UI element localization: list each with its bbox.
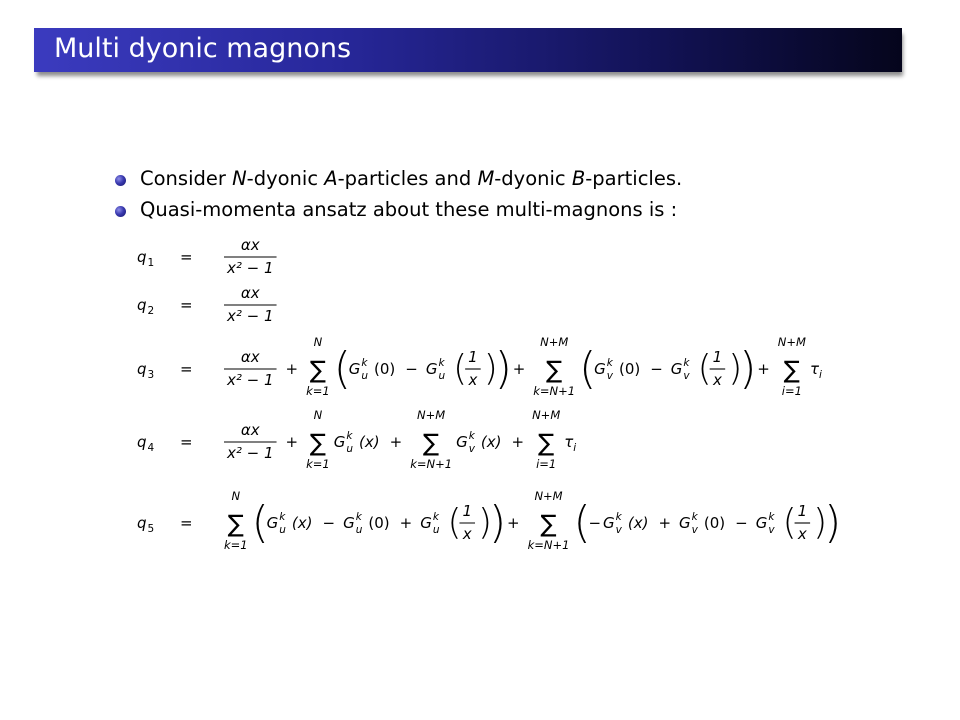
green-function-superscript: k xyxy=(346,430,353,442)
sum-upper-limit: N+M xyxy=(532,408,561,422)
green-function-superscript: k xyxy=(361,357,368,369)
small-left-paren: ( xyxy=(782,502,797,543)
bullet-text-part: -dyonic xyxy=(494,167,572,190)
green-function-argument: (x) xyxy=(627,514,649,532)
small-left-paren: ( xyxy=(697,348,712,389)
sum-lower-limit: k=N+1 xyxy=(533,384,576,398)
equation-lhs-symbol: q xyxy=(137,248,147,266)
green-function-symbol: G xyxy=(679,514,691,532)
green-function-superscript: k xyxy=(768,511,775,523)
green-function-superscript: k xyxy=(615,511,622,523)
green-function-superscript: k xyxy=(355,511,362,523)
tau-subscript: i xyxy=(818,369,822,381)
bullet-text-part: -dyonic xyxy=(246,167,325,190)
green-function-subscript: v xyxy=(683,370,690,382)
green-function-superscript: k xyxy=(279,511,286,523)
green-function-symbol: G xyxy=(594,360,606,378)
green-function-argument: (0) xyxy=(618,360,641,378)
sum-upper-limit: N xyxy=(231,489,241,503)
green-function-symbol: G xyxy=(333,433,346,451)
green-function-symbol: G xyxy=(420,514,432,532)
green-function-subscript: u xyxy=(346,443,354,455)
operator-sign: − xyxy=(735,514,748,532)
operator-sign: − xyxy=(322,514,336,532)
bullet-text-part: Consider xyxy=(140,167,233,190)
sum-lower-limit: i=1 xyxy=(536,457,557,471)
fraction-numerator: αx xyxy=(240,284,260,302)
summation-sign: ∑ xyxy=(546,356,563,384)
big-left-paren: ( xyxy=(579,343,597,394)
green-function-subscript: u xyxy=(432,524,440,536)
green-function-symbol: G xyxy=(670,360,683,378)
green-function-subscript: u xyxy=(361,370,369,382)
green-function-subscript: v xyxy=(468,443,475,455)
small-right-paren: ) xyxy=(813,502,828,543)
green-function-subscript: u xyxy=(355,524,363,536)
big-right-paren: ) xyxy=(824,497,842,548)
operator-sign: + xyxy=(511,433,525,451)
summation-sign: ∑ xyxy=(423,429,440,457)
operator-sign: − xyxy=(650,360,663,378)
green-function-subscript: v xyxy=(606,370,613,382)
operator-sign: + xyxy=(285,433,299,451)
green-function-superscript: k xyxy=(438,357,445,369)
small-right-paren: ) xyxy=(478,502,493,543)
summation-sign: ∑ xyxy=(538,429,555,457)
operator-sign: + xyxy=(399,514,413,532)
green-function-subscript: v xyxy=(691,524,698,536)
green-function-argument: (x) xyxy=(359,433,380,451)
green-function-superscript: k xyxy=(432,511,439,523)
equation-lhs-symbol: q xyxy=(137,296,147,314)
sum-upper-limit: N+M xyxy=(417,408,446,422)
fraction-numerator: 1 xyxy=(797,502,808,520)
green-function-symbol: G xyxy=(266,514,279,532)
summation-sign: ∑ xyxy=(540,510,557,538)
green-function-symbol: G xyxy=(755,514,768,532)
operator-sign: + xyxy=(389,433,403,451)
big-right-paren: ) xyxy=(494,343,512,394)
green-function-argument: (0) xyxy=(368,514,390,532)
green-function-subscript: v xyxy=(615,524,622,536)
big-right-paren: ) xyxy=(489,497,507,548)
sum-lower-limit: i=1 xyxy=(781,384,802,398)
equation-lhs-subscript: 5 xyxy=(147,523,155,535)
sum-upper-limit: N xyxy=(313,335,323,349)
operator-sign: + xyxy=(512,360,526,378)
operator-sign: − xyxy=(588,514,602,532)
green-function-superscript: k xyxy=(683,357,690,369)
fraction-numerator: αx xyxy=(240,348,260,366)
green-function-superscript: k xyxy=(468,430,475,442)
sum-upper-limit: N+M xyxy=(534,489,563,503)
big-left-paren: ( xyxy=(333,343,351,394)
tau-symbol: τ xyxy=(809,360,819,378)
sum-lower-limit: k=1 xyxy=(224,538,248,552)
green-function-superscript: k xyxy=(691,511,698,523)
sum-lower-limit: k=1 xyxy=(306,457,330,471)
fraction-denominator: x xyxy=(468,371,478,389)
green-function-argument: (x) xyxy=(291,514,313,532)
equation-lhs-symbol: q xyxy=(137,433,147,451)
equation-lhs-subscript: 1 xyxy=(147,257,155,269)
green-function-subscript: u xyxy=(438,370,446,382)
fraction-denominator: x² − 1 xyxy=(227,307,274,325)
fraction-denominator: x xyxy=(462,525,472,543)
green-function-subscript: u xyxy=(279,524,286,536)
green-function-argument: (0) xyxy=(703,514,726,532)
green-function-symbol: G xyxy=(603,514,615,532)
tau-subscript: i xyxy=(573,442,577,454)
green-function-superscript: k xyxy=(606,357,613,369)
fraction-numerator: 1 xyxy=(462,502,473,520)
sum-lower-limit: k=N+1 xyxy=(527,538,570,552)
sum-lower-limit: k=1 xyxy=(306,384,330,398)
bullet-text-part: -particles and xyxy=(337,167,478,190)
tau-symbol: τ xyxy=(564,433,574,451)
green-function-symbol: G xyxy=(425,360,438,378)
green-function-symbol: G xyxy=(456,433,468,451)
equals-sign: = xyxy=(180,360,193,378)
sum-upper-limit: N+M xyxy=(540,335,569,349)
summation-sign: ∑ xyxy=(309,429,327,457)
small-left-paren: ( xyxy=(453,348,468,389)
fraction-denominator: x² − 1 xyxy=(227,444,274,462)
equals-sign: = xyxy=(180,514,193,532)
operator-sign: − xyxy=(405,360,418,378)
green-function-argument: (x) xyxy=(480,433,502,451)
operator-sign: + xyxy=(285,360,299,378)
sum-upper-limit: N xyxy=(313,408,323,422)
sum-lower-limit: k=N+1 xyxy=(410,457,453,471)
fraction-numerator: 1 xyxy=(712,348,723,366)
equation-lhs-subscript: 4 xyxy=(147,442,155,454)
fraction-denominator: x xyxy=(712,371,722,389)
green-function-symbol: G xyxy=(348,360,361,378)
summation-sign: ∑ xyxy=(309,356,327,384)
equals-sign: = xyxy=(180,248,193,266)
bullet-math-symbol: M xyxy=(477,167,495,190)
equation-lhs-symbol: q xyxy=(137,360,147,378)
sum-upper-limit: N+M xyxy=(777,335,806,349)
green-function-subscript: v xyxy=(768,524,775,536)
operator-sign: + xyxy=(658,514,672,532)
fraction-numerator: αx xyxy=(240,421,260,439)
fraction-denominator: x² − 1 xyxy=(227,371,274,389)
small-right-paren: ) xyxy=(483,348,498,389)
small-left-paren: ( xyxy=(447,502,462,543)
big-left-paren: ( xyxy=(573,497,591,548)
green-function-symbol: G xyxy=(343,514,355,532)
slide-title: Multi dyonic magnons xyxy=(54,33,352,64)
equals-sign: = xyxy=(180,433,193,451)
summation-sign: ∑ xyxy=(783,356,800,384)
bullet-text-part: Quasi-momenta ansatz about these multi-magnons is : xyxy=(140,198,678,221)
operator-sign: + xyxy=(507,514,520,532)
big-right-paren: ) xyxy=(739,343,757,394)
small-right-paren: ) xyxy=(728,348,743,389)
fraction-denominator: x² − 1 xyxy=(227,259,274,277)
green-function-argument: (0) xyxy=(374,360,396,378)
summation-sign: ∑ xyxy=(227,510,244,538)
fraction-denominator: x xyxy=(797,525,807,543)
bullet-math-symbol: B xyxy=(571,167,586,190)
operator-sign: + xyxy=(757,360,770,378)
equals-sign: = xyxy=(180,296,193,314)
equation-lhs-subscript: 3 xyxy=(147,369,155,381)
fraction-numerator: αx xyxy=(240,236,260,254)
fraction-numerator: 1 xyxy=(468,348,478,366)
bullet-math-symbol: A xyxy=(324,167,338,190)
big-left-paren: ( xyxy=(251,497,269,548)
bullet-text-part: -particles. xyxy=(585,167,683,190)
bullet-math-symbol: N xyxy=(232,167,247,190)
equation-lhs-symbol: q xyxy=(137,514,147,532)
equation-lhs-subscript: 2 xyxy=(147,305,155,317)
